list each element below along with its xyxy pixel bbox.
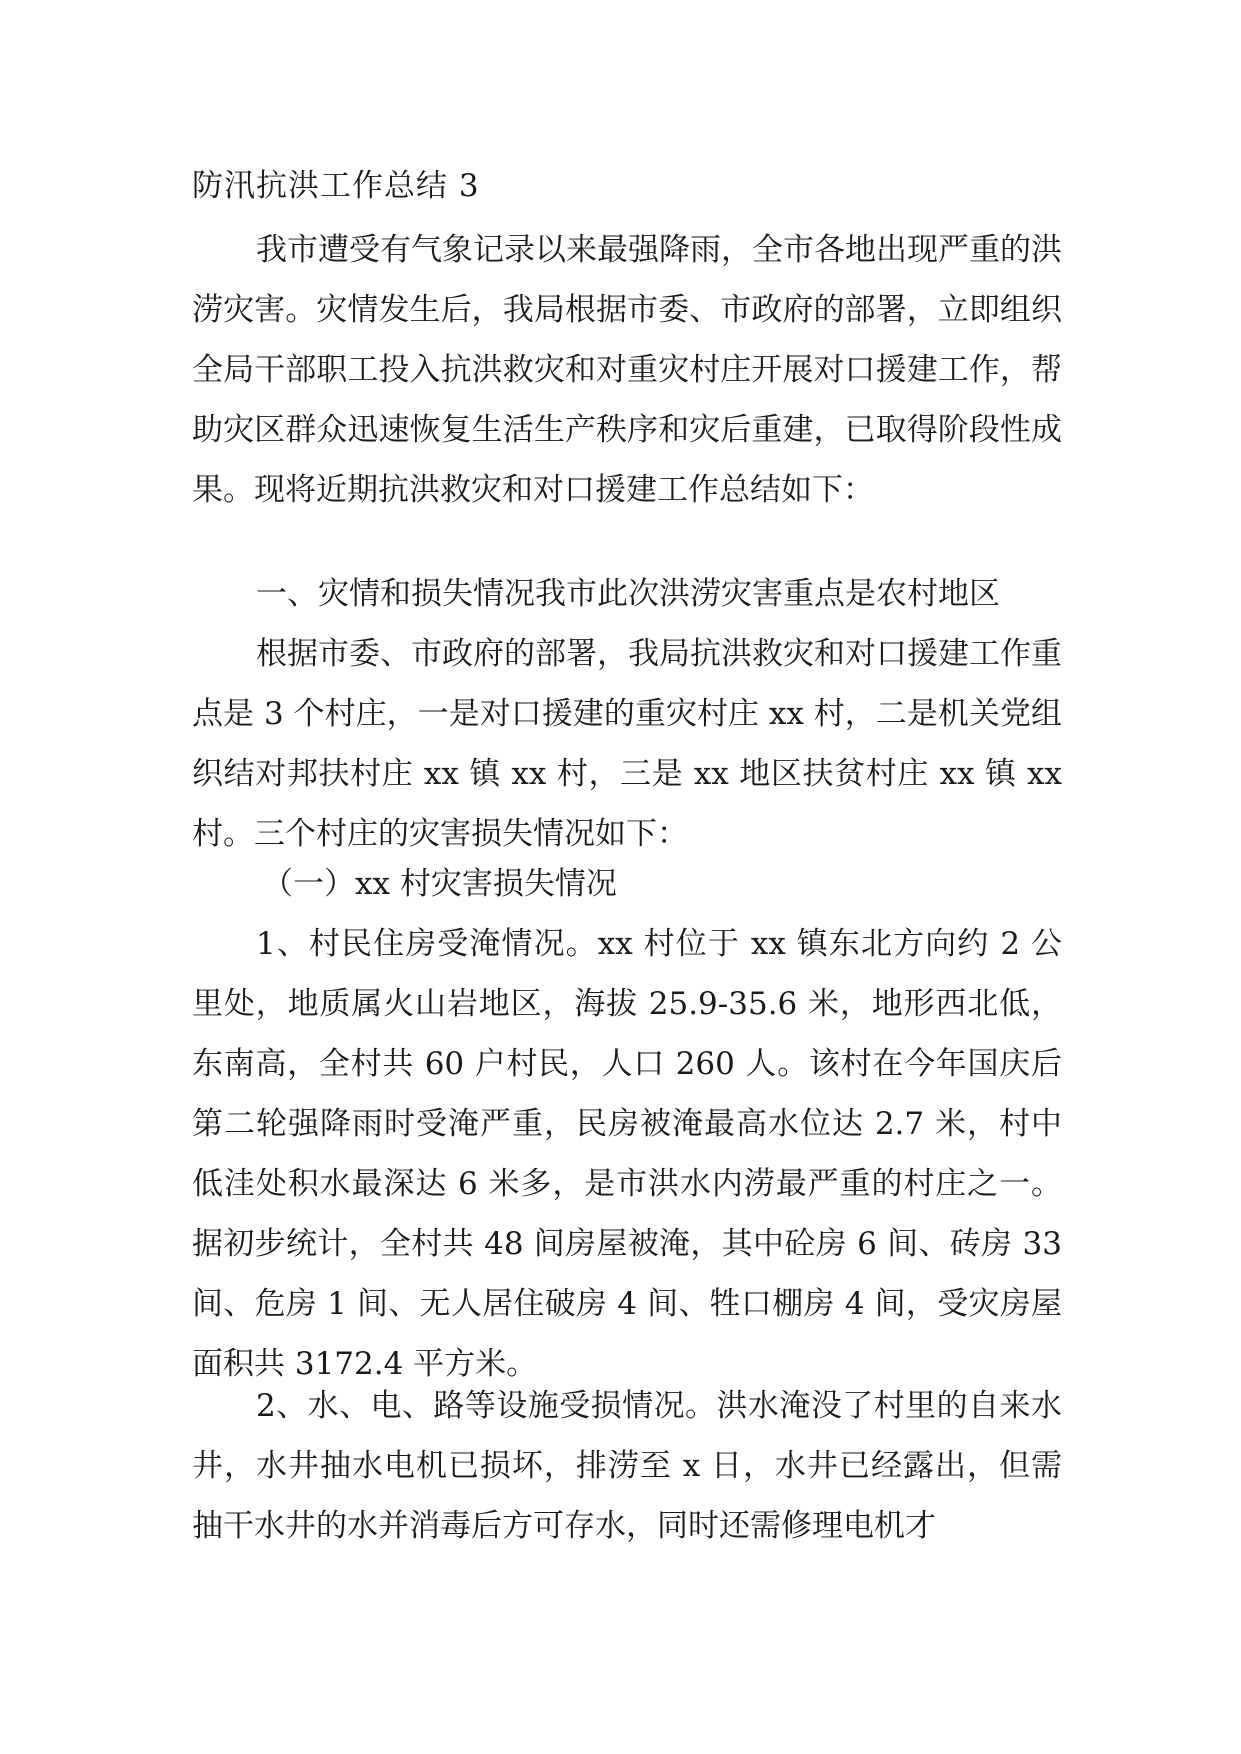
section-heading-disaster-losses: 一、灾情和损失情况我市此次洪涝灾害重点是农村地区 bbox=[256, 576, 1000, 612]
paragraph-intro: 我市遭受有气象记录以来最强降雨，全市各地出现严重的洪涝灾害。灾情发生后，我局根据市委、市政府的部署，立即组织全局干部职工投入抗洪救灾和对重灾村庄开展对口援建工作，帮助灾区群众迅速恢复生活生产秩序和灾后重建，已取得阶段性成果。现将近期抗洪救灾和对口援建工作总结如下： bbox=[192, 232, 1062, 508]
paragraph-infrastructure-damage: 2、水、电、路等设施受损情况。洪水淹没了村里的自来水井，水井抽水电机已损坏，排涝至 x 日，水井已经露出，但需抽干水井的水并消毒后方可存水，同时还需修理电机才 bbox=[192, 1388, 1062, 1544]
subsection-heading-village-losses: （一）xx 村灾害损失情况 bbox=[262, 866, 617, 902]
document-title: 防汛抗洪工作总结 3 bbox=[192, 168, 480, 204]
paragraph-housing-flooded: 1、村民住房受淹情况。xx 村位于 xx 镇东北方向约 2 公里处，地质属火山岩地区，海拔 25.9-35.6 米，地形西北低，东南高，全村共 60 户村民，人口 260 人。该村在今年国庆后第二轮强降雨时受淹严重，民房被淹最高水位达 2.7 米，村中低洼处积水最深达 6 米多，是市洪水内涝最严重的村庄之一。据初步统计，全村共 48 间房屋被淹，其中砼房 6 间、砖房 33 间、危房 1 间、无人居住破房 4 间、牲口棚房 4 间，受灾房屋面积共 3172.4 平方米。 bbox=[192, 926, 1062, 1382]
paragraph-key-villages: 根据市委、市政府的部署，我局抗洪救灾和对口援建工作重点是 3 个村庄，一是对口援建的重灾村庄 xx 村，二是机关党组织结对邦扶村庄 xx 镇 xx 村，三是 xx 地区扶贫村庄 xx 镇 xx 村。三个村庄的灾害损失情况如下： bbox=[192, 636, 1062, 852]
